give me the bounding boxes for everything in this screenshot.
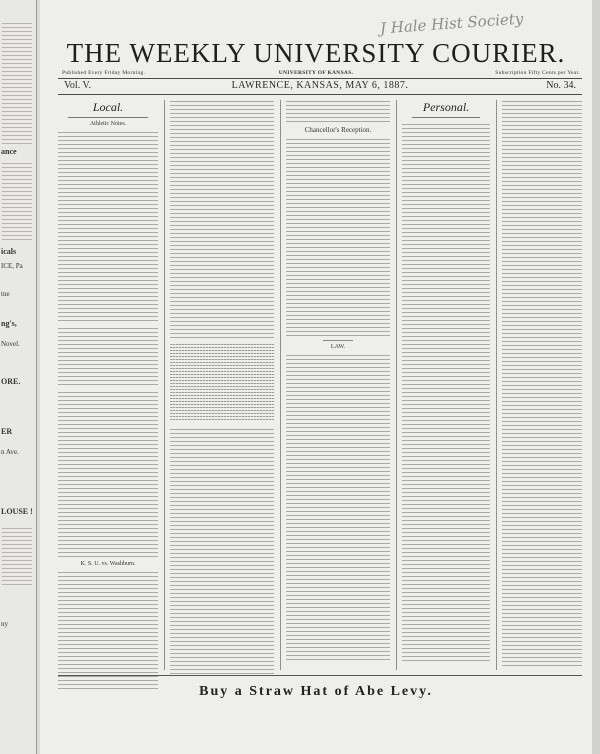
strip-fragment: n Ave.	[1, 448, 19, 456]
place-and-date: LAWRENCE, KANSAS, MAY 6, 1887.	[231, 80, 409, 91]
strip-fragment: ance	[1, 147, 17, 156]
column-5	[502, 98, 582, 673]
university-name: UNIVERSITY OF KANSAS.	[278, 70, 354, 76]
athletic-notes-heading: Athletic Notes.	[89, 121, 127, 127]
next-page-edge	[592, 0, 600, 754]
article-text	[286, 136, 390, 336]
article-text	[286, 98, 390, 122]
column-divider	[396, 100, 397, 670]
column-divider	[280, 100, 281, 670]
chancellors-reception-heading: Chancellor's Reception.	[304, 126, 372, 134]
masthead-rule-bottom	[58, 94, 582, 95]
dateline	[58, 79, 582, 93]
personal-heading: Personal.	[422, 100, 470, 114]
strip-text-lines	[2, 525, 32, 585]
strip-text-lines	[2, 20, 32, 145]
newspaper-page	[40, 0, 592, 754]
column-4	[402, 98, 490, 673]
publication-frequency: Published Every Friday Morning.	[62, 70, 146, 76]
column-3	[286, 98, 390, 673]
column-1	[58, 98, 158, 673]
column-divider	[164, 100, 165, 670]
strip-fragment: ng's,	[1, 319, 17, 328]
article-text	[58, 129, 158, 321]
article-text	[502, 98, 582, 666]
handwritten-signature: J Hale Hist Society	[379, 9, 524, 38]
column-2	[170, 98, 274, 673]
issue-number: No. 34.	[546, 80, 576, 91]
strip-fragment: ICE, Pa	[1, 262, 23, 270]
article-text	[170, 426, 274, 676]
article-text	[170, 98, 274, 338]
strip-fragment: tne	[1, 290, 10, 298]
law-heading: LAW.	[330, 344, 346, 350]
score-table	[170, 342, 274, 422]
article-text	[58, 389, 158, 557]
article-text	[286, 352, 390, 662]
strip-fragment: icals	[1, 247, 17, 256]
article-text	[402, 121, 490, 661]
footer-rule	[58, 675, 582, 676]
article-text	[58, 325, 158, 385]
heading-rule	[68, 117, 148, 118]
subscription-price: Subscription Fifty Cents per Year.	[495, 70, 580, 76]
volume-number: Vol. V.	[64, 80, 91, 91]
article-text	[58, 569, 158, 689]
ksu-vs-washburn-heading: K. S. U. vs. Washburn.	[80, 561, 136, 567]
masthead-title: THE WEEKLY UNIVERSITY COURIER.	[66, 38, 566, 68]
previous-page-strip	[0, 0, 37, 754]
strip-fragment: Novel.	[1, 340, 20, 348]
strip-fragment: ER	[1, 427, 13, 436]
section-rule	[323, 340, 353, 341]
strip-fragment: LOUSE !	[1, 507, 33, 516]
local-heading: Local.	[92, 100, 124, 114]
straw-hat-advertisement: Buy a Straw Hat of Abe Levy.	[199, 684, 433, 699]
column-divider	[496, 100, 497, 670]
strip-text-lines	[2, 160, 32, 240]
heading-rule	[412, 117, 480, 118]
strip-fragment: ORE.	[1, 377, 21, 386]
strip-fragment: ny	[1, 620, 8, 628]
